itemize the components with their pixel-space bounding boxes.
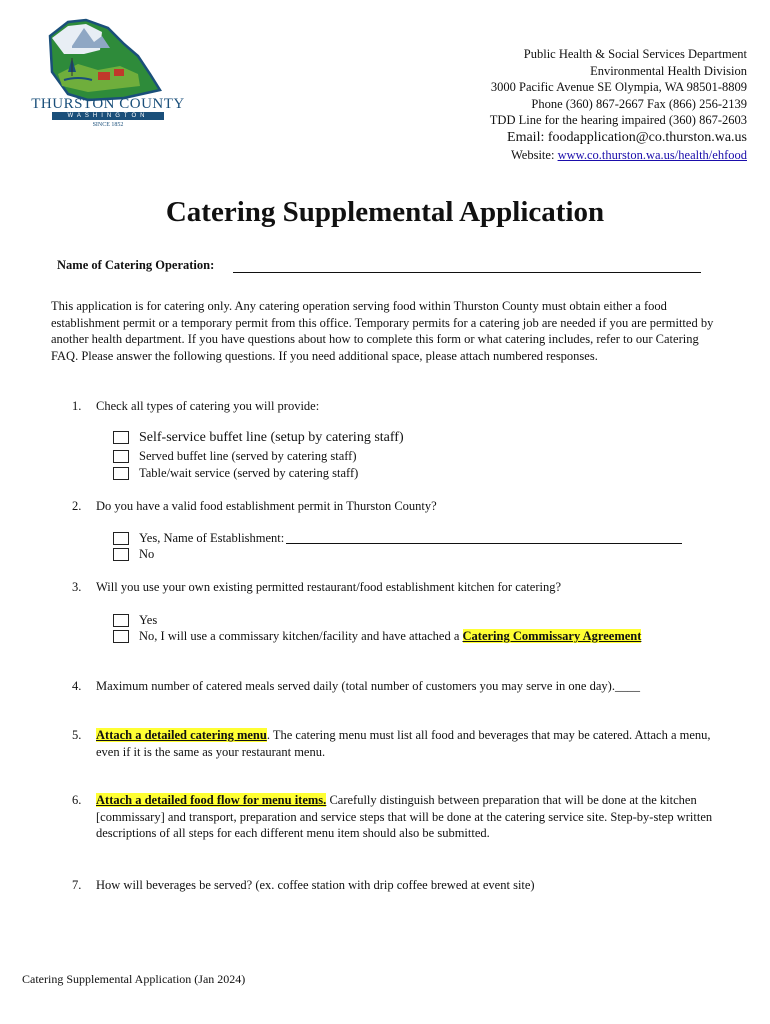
option-label: Table/wait service (served by catering staff) — [139, 466, 359, 480]
website-link[interactable]: www.co.thurston.wa.us/health/ehfood — [557, 147, 747, 162]
option-label: Yes — [139, 613, 158, 627]
checkbox[interactable] — [113, 548, 129, 561]
option-label: Served buffet line (served by catering staff) — [139, 449, 357, 463]
email: Email: foodapplication@co.thurston.wa.us — [507, 129, 747, 145]
checkbox[interactable] — [113, 532, 129, 545]
page-footer: Catering Supplemental Application (Jan 2024) — [22, 972, 246, 986]
question-number: 3. — [72, 580, 82, 594]
option-label: Self-service buffet line (setup by catering staff) — [139, 430, 404, 445]
intro-paragraph: This application is for catering only. Any catering operation serving food within Thurston County must obtain either a food establishment permit or a temporary permit from this office. Temporary permits for a catering job are needed if you are permitted by another health department. If you have questions about how to complete this form or what catering includes, refer to our Catering FAQ. Please answer the following questions. If you need additional space, please attach numbered responses. — [51, 299, 714, 363]
question-text: How will beverages be served? (ex. coffee station with drip coffee brewed at event site) — [96, 878, 535, 892]
question-text: . The catering menu must list all food and beverages that may be catered. Attach a menu, even if it is the same as your restaurant menu. — [96, 728, 711, 759]
question-text: Carefully distinguish between preparation that will be done at the kitchen [commissary] and transport, preparation and service steps that will be done at the catering service site. Step-by-step written descriptions of all steps for each different menu item should also be submitted. — [96, 793, 713, 840]
question-text-block — [96, 792, 722, 842]
question-number: 4. — [72, 679, 82, 693]
checkbox[interactable] — [113, 450, 129, 463]
county-name: THURSTON COUNTY — [31, 96, 185, 112]
option-table-service — [113, 465, 358, 481]
option-yes-own-kitchen — [113, 612, 157, 628]
page-title: Catering Supplemental Application — [165, 196, 605, 228]
dept-name: Public Health & Social Services Department — [523, 47, 747, 61]
attach-food-flow-highlight: Attach a detailed food flow for menu items. — [96, 793, 327, 807]
question-text: Do you have a valid food establishment permit in Thurston County? — [96, 499, 437, 513]
question-number: 6. — [72, 793, 82, 807]
department-contact-block — [490, 46, 747, 163]
website-line — [490, 147, 747, 164]
commissary-agreement-link[interactable]: Catering Commissary Agreement — [462, 629, 642, 643]
option-no-establishment — [113, 546, 154, 562]
county-logo — [28, 14, 188, 134]
question-text: Maximum number of catered meals served daily (total number of customers you may serve in one day).____ — [96, 679, 640, 693]
option-yes-establishment — [113, 530, 682, 546]
checkbox[interactable] — [113, 431, 129, 444]
option-label: Yes, Name of Establishment: — [139, 531, 285, 545]
option-label: No, I will use a commissary kitchen/facility and have attached a — [139, 629, 463, 643]
website-label: Website: — [511, 147, 558, 162]
question-number: 5. — [72, 728, 82, 742]
option-commissary — [113, 628, 641, 644]
address: 3000 Pacific Avenue SE Olympia, WA 98501-8809 — [490, 80, 747, 94]
option-self-service-buffet — [113, 430, 404, 446]
operation-name-field[interactable] — [233, 272, 701, 273]
attach-menu-highlight: Attach a detailed catering menu — [96, 728, 267, 742]
state-name: WASHINGTON — [52, 112, 164, 120]
checkbox[interactable] — [113, 467, 129, 480]
question-text-block — [96, 727, 722, 760]
question-text: Check all types of catering you will provide: — [96, 399, 320, 413]
option-served-buffet — [113, 448, 357, 464]
question-number: 2. — [72, 499, 82, 513]
option-label: No — [139, 547, 155, 561]
establishment-name-field[interactable] — [286, 543, 682, 544]
phone-fax: Phone (360) 867-2667 Fax (866) 256-2139 — [531, 96, 747, 111]
question-text: Will you use your own existing permitted restaurant/food establishment kitchen for catering? — [96, 580, 561, 594]
operation-name-label: Name of Catering Operation: — [57, 258, 215, 272]
checkbox[interactable] — [113, 630, 129, 643]
checkbox[interactable] — [113, 614, 129, 627]
since-text: SINCE 1852 — [92, 122, 124, 128]
tdd-line: TDD Line for the hearing impaired (360) 867-2603 — [489, 113, 747, 127]
question-number: 1. — [72, 399, 82, 413]
question-number: 7. — [72, 878, 82, 892]
division-name: Environmental Health Division — [590, 63, 747, 78]
